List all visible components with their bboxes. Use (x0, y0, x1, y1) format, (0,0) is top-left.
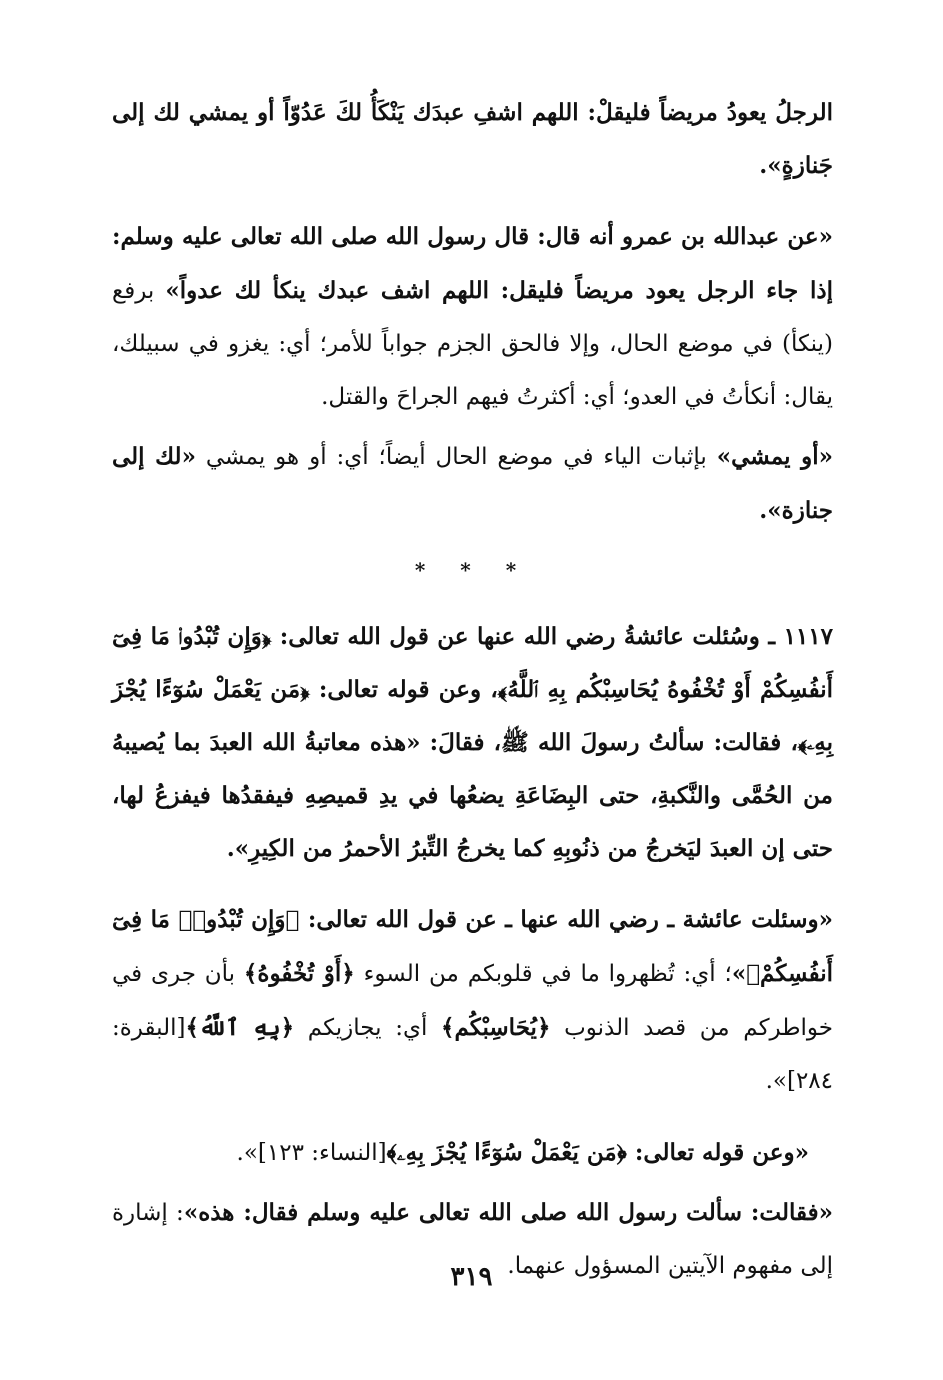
quoted-hadith-text: «عن عبدالله بن عمرو أنه قال: قال رسول الله صلى الله تعالى عليه وسلم: إذا جاء الرجل يعود مريضاً فليقل: اللهم اشف عبدك ينكأ لك عدواً» (112, 223, 833, 304)
page-number: ٣١٩ (450, 1262, 493, 1292)
paragraph-hadith-end: الرجلُ يعودُ مريضاً فليقلْ: اللهم اشفِ عبدَك يَنْكَأُ لكَ عَدُوّاً أو يمشي لك إلى جَنازةٍ». (112, 99, 833, 179)
quoted-phrase: «فقالت: سألت رسول الله صلى الله تعالى عليه وسلم فقال: هذه» (183, 1199, 834, 1226)
citation-text: [البقرة: ٢٨٤]». (112, 1015, 833, 1094)
quoted-verse: ﴿يُحَاسِبْكُم﴾ (440, 1014, 551, 1041)
paragraph-commentary-aisha (112, 893, 833, 1108)
commentary-text: ؛ أي: تُظهروا ما في قلوبكم من السوء (354, 961, 732, 987)
commentary-text: بأن جرى في خواطركم من قصد الذنوب (112, 961, 833, 1041)
commentary-text: برفع (ينكأ) في موضع الحال، وإلا فالحق الجزم جواباً للأمر؛ أي: يغزو في سبيلك، يقال: أنكأتُ في العدو؛ أي: أكثرتُ فيهم الجراحَ والقتل. (112, 278, 833, 410)
quoted-phrase: «أو يمشي» (716, 443, 834, 470)
section-separator: * * * (414, 558, 531, 582)
paragraph-hadith-1117: ١١١٧ ـ وسُئلت عائشةُ رضي الله عنها عن قول الله تعالى: ﴿وَإِن تُبْدُوا۟ مَا فِىٓ أَنفُسِكُمْ أَوْ تُخْفُوهُ يُحَاسِبْكُم بِهِ ٱللَّهُ﴾، وعن قوله تعالى: ﴿مَن يَعْمَلْ سُوٓءًا يُجْزَ بِهِۦ﴾، فقالت: سألتُ رسولَ الله ﷺ، فقالَ: «هذه معاتبةُ الله العبدَ بما يُصيبهُ من الحُمَّى والنَّكبةِ، حتى البِضَاعَةِ يضعُها في يدِ قميصِهِ فيفقدُها فيفزعُ لها، حتى إن العبدَ ليَخرجُ من ذنُوبِهِ كما يخرجُ التِّبرُ الأحمرُ من الكِيرِ». (112, 623, 833, 862)
quoted-phrase: «لك إلى جنازة». (112, 443, 833, 524)
page-body (112, 86, 833, 1380)
commentary-text: بإثبات الياء في موضع الحال أيضاً؛ أي: أو هو يمشي (195, 444, 717, 470)
paragraph-commentary-walking (112, 430, 833, 538)
paragraph-commentary-nisa (112, 1126, 833, 1180)
paragraph-commentary-ibn-amr (112, 210, 833, 424)
quoted-phrase: «وسئلت عائشة ـ رضي الله عنها ـ عن قول الله تعالى: ﴿وَإِن تُبْدُوا۟ مَا فِىٓ أَنفُسِكُمْ﴾» (112, 906, 833, 987)
commentary-text: أي: يجازيكم (294, 1015, 441, 1041)
quoted-verse: ﴿بِهِ ٱللَّهُ﴾ (185, 1014, 295, 1041)
commentary-text: : إشارة إلى مفهوم الآيتين المسؤول عنهما. (112, 1200, 833, 1279)
quoted-phrase: «وعن قوله تعالى: ﴿مَن يَعْمَلْ سُوٓءًا يُجْزَ بِهِۦ﴾ (386, 1139, 809, 1166)
quoted-verse: ﴿أَوْ تُخْفُوهُ﴾ (243, 960, 355, 987)
citation-text: [النساء: ١٢٣]». (236, 1140, 387, 1166)
